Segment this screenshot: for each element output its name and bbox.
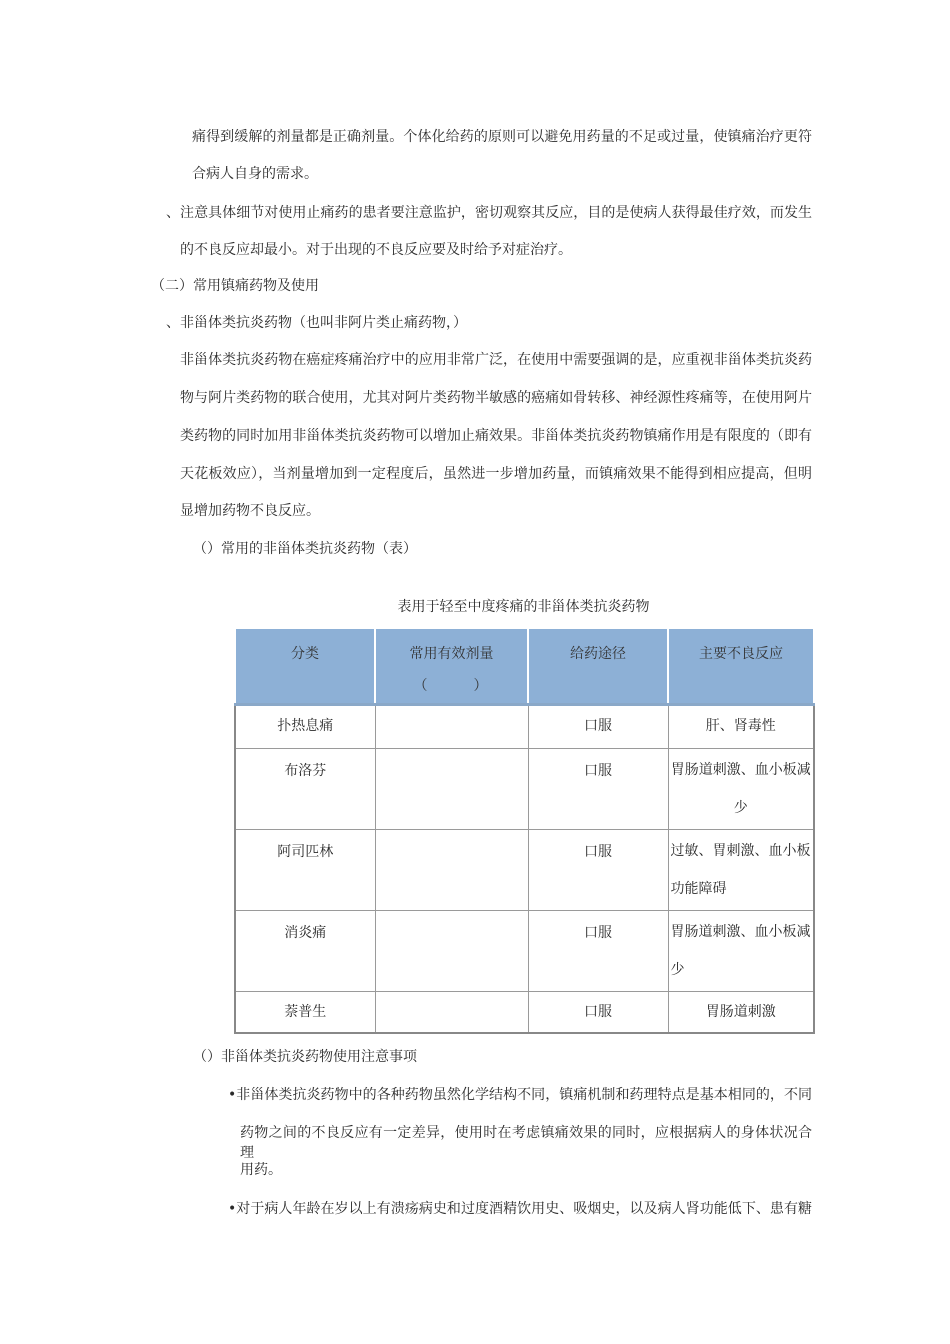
- cell-route: 口服: [528, 910, 668, 991]
- cell-route: 口服: [528, 829, 668, 910]
- cell-name: 阿司匹林: [235, 829, 375, 910]
- table-row: [235, 910, 814, 991]
- cell-dose: [375, 704, 528, 748]
- table-row: [235, 704, 814, 748]
- table-row: [235, 991, 814, 1033]
- section-heading: （二）常用镇痛药物及使用: [151, 278, 319, 294]
- header-dose-unit-close: ）: [473, 678, 490, 694]
- cell-adverse: 肝、肾毒性: [668, 704, 814, 748]
- para3-line5: 显增加药物不良反应。: [180, 503, 320, 519]
- header-dose-unit: [376, 675, 527, 695]
- bullet1-line3: 用药。: [240, 1162, 282, 1178]
- bullet1-line2: 药物之间的不良反应有一定差异，使用时在考虑镇痛效果的同时，应根据病人的身体状况合理: [240, 1125, 812, 1161]
- para2-line2: 的不良反应却最小。对于出现的不良反应要及时给予对症治疗。: [180, 242, 572, 258]
- header-dose-unit-open: （: [413, 678, 430, 694]
- header-adverse: 主要不良反应: [668, 628, 814, 704]
- para1-line2: 合病人自身的需求。: [192, 166, 318, 182]
- para3-line4: 天花板效应），当剂量增加到一定程度后，虽然进一步增加药量，而镇痛效果不能得到相应提高，但明: [180, 466, 812, 482]
- cell-route: 口服: [528, 704, 668, 748]
- cell-dose: [375, 748, 528, 829]
- para2-line1: 、注意具体细节对使用止痛药的患者要注意监护，密切观察其反应，目的是使病人获得最佳疗效，而发生: [166, 205, 812, 221]
- cell-name: 扑热息痛: [235, 704, 375, 748]
- para1-line1: 痛得到缓解的剂量都是正确剂量。个体化给药的原则可以避免用药量的不足或过量，使镇痛治疗更符: [192, 129, 812, 145]
- table-row: [235, 829, 814, 910]
- para3-line2: 物与阿片类药物的联合使用，尤其对阿片类药物半敏感的癌痛如骨转移、神经源性疼痛等，在使用阿片: [180, 390, 812, 406]
- cell-route: 口服: [528, 991, 668, 1033]
- table-header-row: [235, 628, 814, 704]
- table-caption: 表用于轻至中度疼痛的非甾体类抗炎药物: [397, 599, 650, 615]
- header-dose: [375, 628, 528, 704]
- subheading-precautions: （）非甾体类抗炎药物使用注意事项: [193, 1049, 417, 1065]
- cell-adverse: 胃肠道刺激、血小板减少: [668, 748, 814, 829]
- cell-adverse: 胃肠道刺激、血小板减少: [668, 910, 814, 991]
- nsaid-table: [234, 627, 815, 1034]
- bullet2-line1: •对于病人年龄在岁以上有溃疡病史和过度酒精饮用史、吸烟史，以及病人肾功能低下、患有糖: [228, 1201, 812, 1217]
- para3-line1: 非甾体类抗炎药物在癌症疼痛治疗中的应用非常广泛，在使用中需要强调的是，应重视非甾体类抗炎药: [180, 352, 812, 368]
- bullet1-line1: •非甾体类抗炎药物中的各种药物虽然化学结构不同，镇痛机制和药理特点是基本相同的，不同: [228, 1087, 812, 1103]
- header-route: 给药途径: [528, 628, 668, 704]
- subheading-table-intro: （）常用的非甾体类抗炎药物（表）: [193, 541, 417, 557]
- table-row: [235, 748, 814, 829]
- cell-route: 口服: [528, 748, 668, 829]
- subheading-nsaids: 、非甾体类抗炎药物（也叫非阿片类止痛药物，）: [166, 315, 467, 331]
- cell-adverse: 过敏、胃刺激、血小板功能障碍: [668, 829, 814, 910]
- header-category: 分类: [235, 628, 375, 704]
- cell-dose: [375, 910, 528, 991]
- cell-adverse: 胃肠道刺激: [668, 991, 814, 1033]
- para3-line3: 类药物的同时加用非甾体类抗炎药物可以增加止痛效果。非甾体类抗炎药物镇痛作用是有限度的（即有: [180, 428, 812, 444]
- cell-dose: [375, 829, 528, 910]
- cell-name: 布洛芬: [235, 748, 375, 829]
- cell-name: 消炎痛: [235, 910, 375, 991]
- cell-dose: [375, 991, 528, 1033]
- header-dose-label: 常用有效剂量: [409, 646, 494, 662]
- cell-name: 萘普生: [235, 991, 375, 1033]
